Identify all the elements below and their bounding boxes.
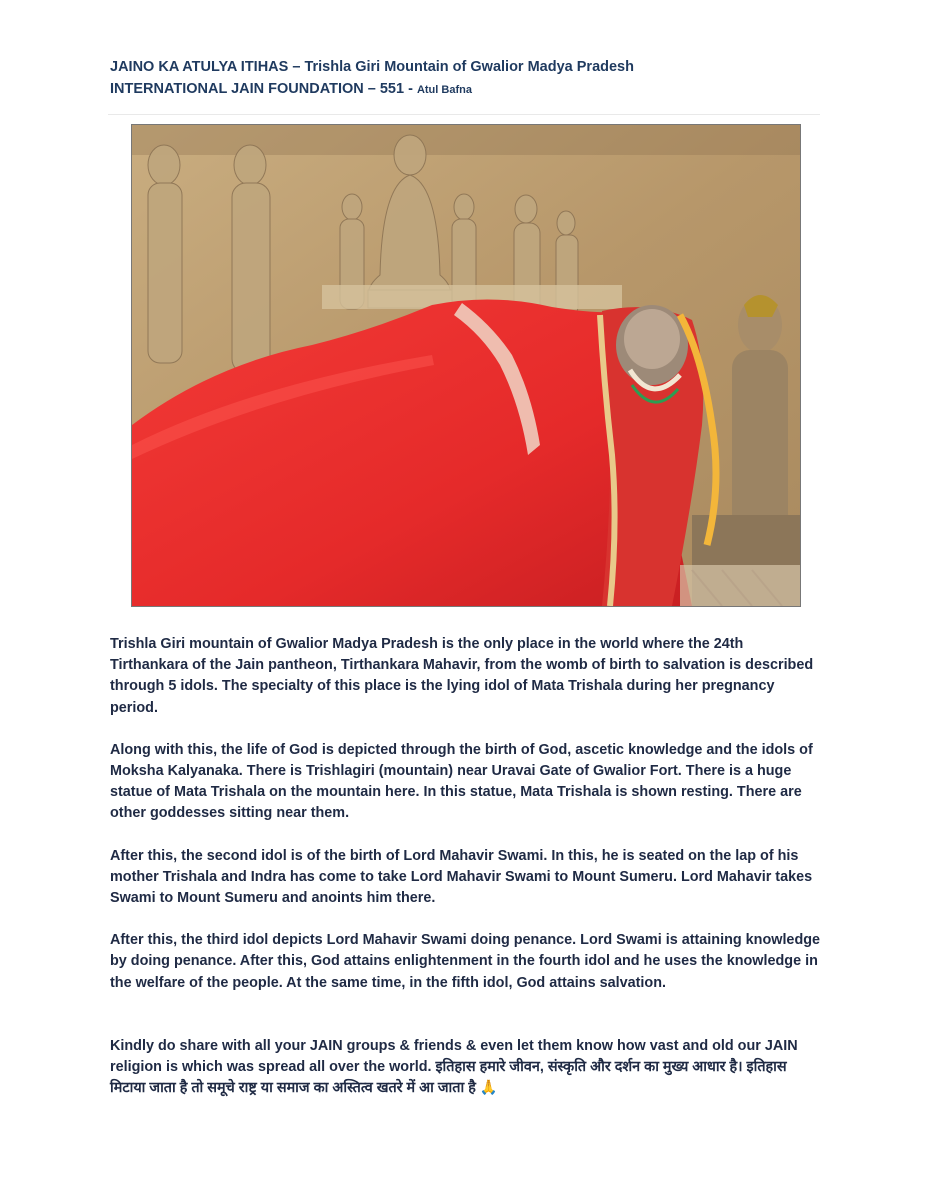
paragraph-2: Along with this, the life of God is depicted through the birth of God, ascetic knowledge and the idols of Moksha Kalyanaka. There is Trishlagiri (mountain) near Uravai Gate of Gwalior Fort. There is a huge statue of Mata Trishala on the mountain here. In this statue, Mata Trishala is shown resting. There are other goddesses sitting near them. <box>110 741 813 822</box>
reclining-idol-photo <box>131 124 801 607</box>
document-header <box>110 56 830 101</box>
organization-name: INTERNATIONAL JAIN FOUNDATION – 551 <box>110 81 405 97</box>
paragraph-3: After this, the second idol is of the birth of Lord Mahavir Swami. In this, he is seated on the lap of his mother Trishala and Indra has come to take Lord Mahavir Swami to Mount Sumeru. Lord Mahavir takes Swami to Mount Sumeru and anoints him there. <box>110 847 813 907</box>
organization-line <box>110 78 830 101</box>
article-body <box>110 634 822 1120</box>
document-title: JAINO KA ATULYA ITIHAS – Trishla Giri Mountain of Gwalior Madya Pradesh <box>110 59 634 75</box>
author-name: Atul Bafna <box>416 84 472 96</box>
closing-text: Kindly do share with all your JAIN groups & friends & even let them know how vast and old our JAIN religion is which was spread all over the world. इतिहास हमारे जीवन, संस्कृति और दर्शन का मुख्य आधार है। इतिहास मिटाया जाता है तो समूचे राष्ट्र या समाज का अस्तित्व खतरे में आ जाता है <box>110 1037 798 1097</box>
closing-paragraph <box>110 1036 822 1100</box>
paragraph-4: After this, the third idol depicts Lord Mahavir Swami doing penance. Lord Swami is attaining knowledge by doing penance. After this, God attains enlightenment in the fourth idol and he uses the knowledge in the welfare of the people. At the same time, in the fifth idol, God attains salvation. <box>110 932 821 991</box>
paragraph-1: Trishla Giri mountain of Gwalior Madya Pradesh is the only place in the world where the 24th Tirthankara of the Jain pantheon, Tirthankara Mahavir, from the womb of birth to salvation is described through 5 idols. The specialty of this place is the lying idol of Mata Trishala during her pregnancy period. <box>110 636 814 716</box>
photo-illustration <box>132 125 800 606</box>
author-separator: - <box>404 81 417 97</box>
folded-hands-icon: 🙏 <box>479 1080 498 1097</box>
header-divider <box>108 114 820 115</box>
